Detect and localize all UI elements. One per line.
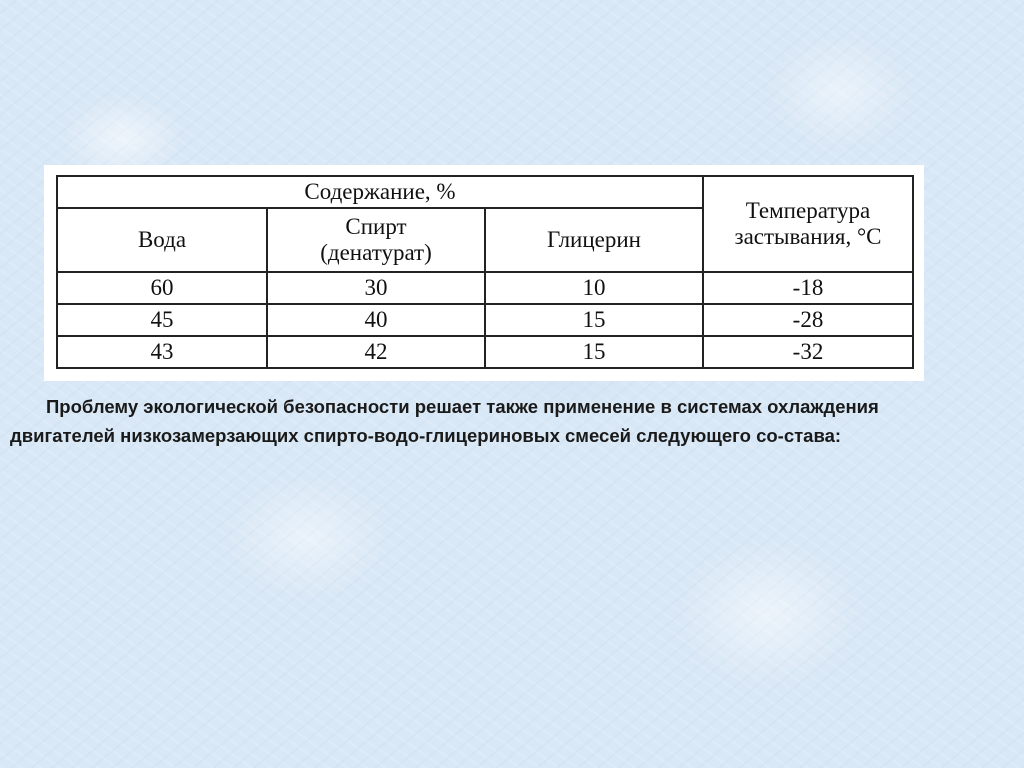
table-panel (44, 165, 924, 381)
alcohol-header: Спирт (денатурат) (267, 208, 485, 272)
alcohol-cell: 30 (267, 272, 485, 304)
temperature-cell: -28 (703, 304, 913, 336)
glycerin-header: Глицерин (485, 208, 703, 272)
water-cell: 60 (57, 272, 267, 304)
table-row (57, 336, 913, 368)
content-percent-header: Содержание, % (57, 176, 703, 208)
table-row (57, 272, 913, 304)
composition-table (56, 175, 914, 369)
water-header: Вода (57, 208, 267, 272)
alcohol-cell: 40 (267, 304, 485, 336)
alcohol-cell: 42 (267, 336, 485, 368)
water-cell: 45 (57, 304, 267, 336)
temperature-cell: -32 (703, 336, 913, 368)
glycerin-cell: 15 (485, 304, 703, 336)
temperature-cell: -18 (703, 272, 913, 304)
glycerin-cell: 10 (485, 272, 703, 304)
water-cell: 43 (57, 336, 267, 368)
glycerin-cell: 15 (485, 336, 703, 368)
table-row (57, 304, 913, 336)
body-paragraph: Проблему экологической безопасности решает также применение в системах охлаждения двигателей низкозамерзающих спирто-водо-глицериновых смесей следующего со-става: (10, 396, 879, 446)
freezing-temperature-header: Температура застывания, °С (703, 176, 913, 272)
